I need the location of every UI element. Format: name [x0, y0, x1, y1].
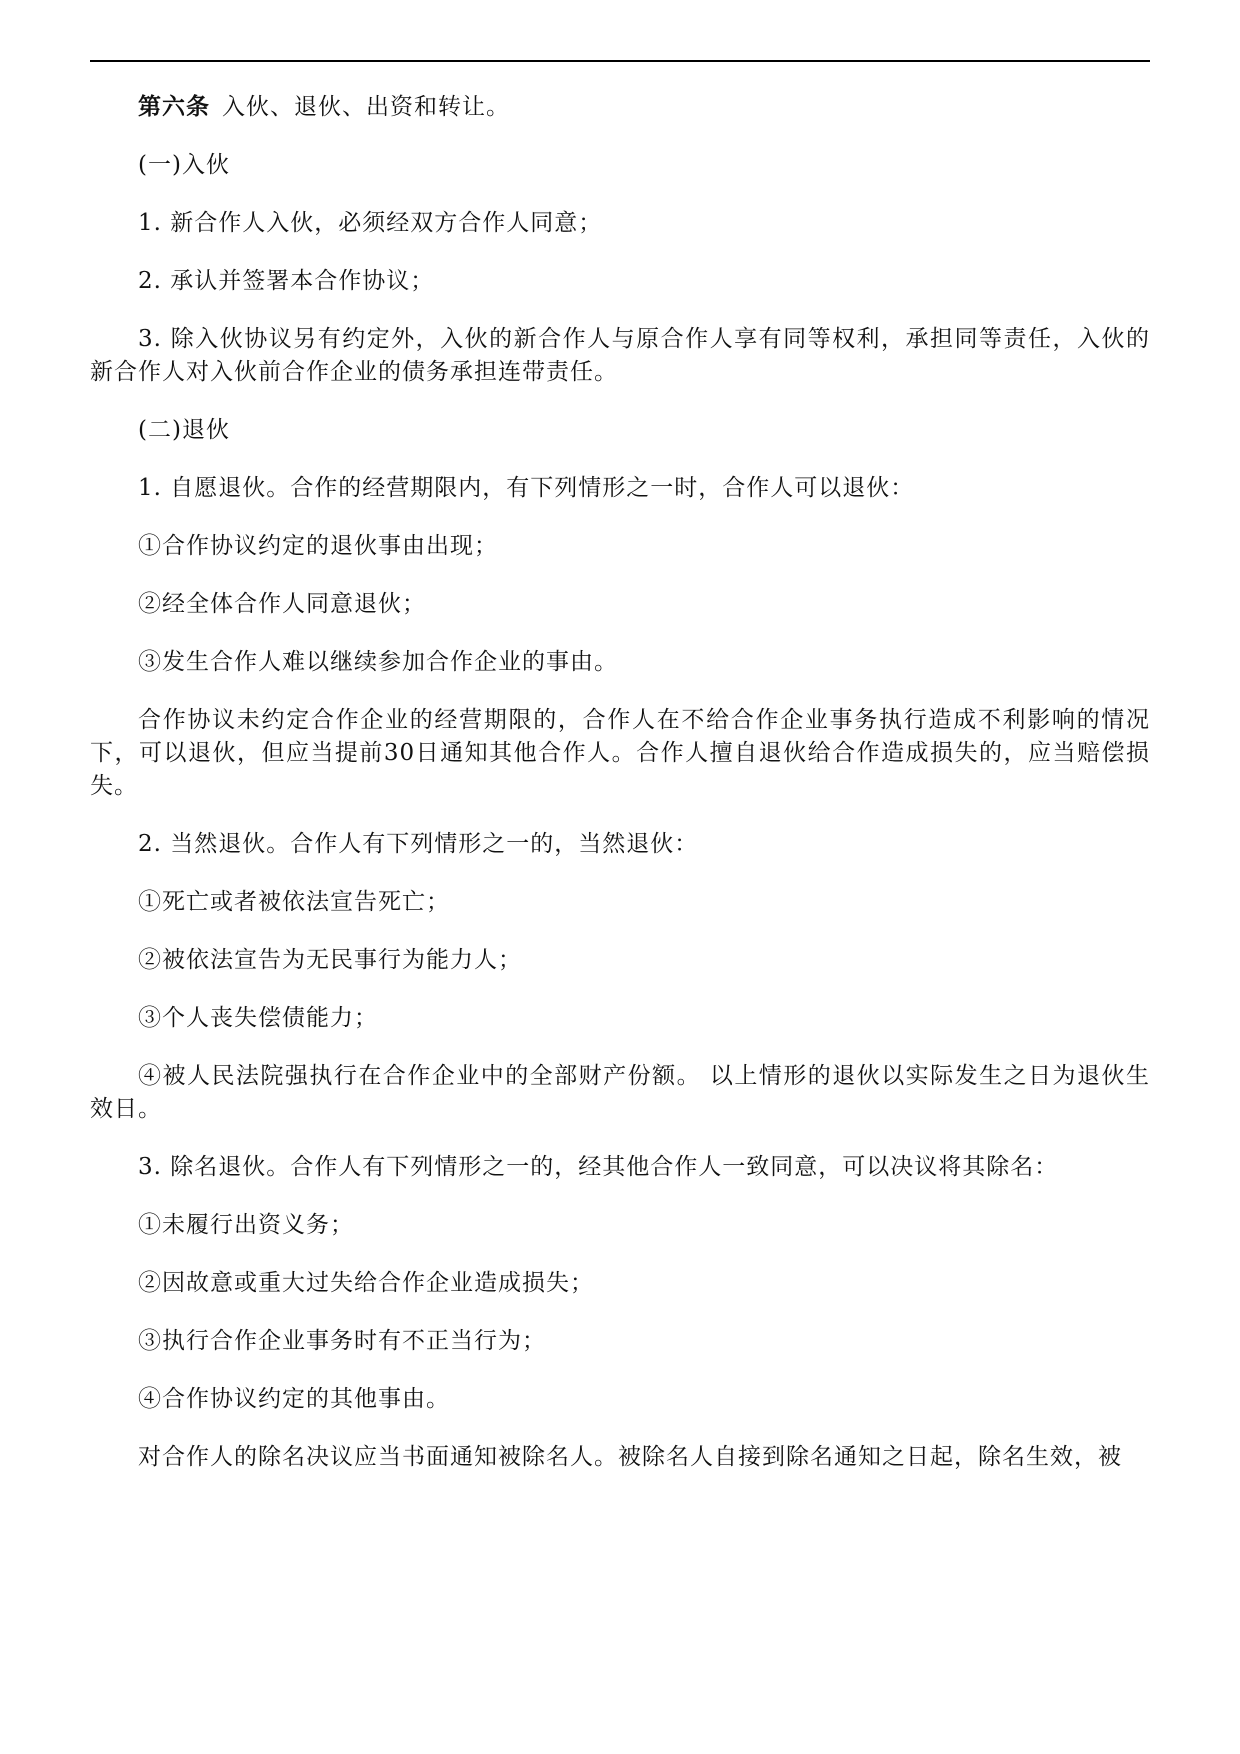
paragraph: 对合作人的除名决议应当书面通知被除名人。被除名人自接到除名通知之日起，除名生效，被 [138, 1444, 1122, 1470]
paragraph: 2. 承认并签署本合作协议； [138, 268, 435, 294]
article-heading [90, 90, 1150, 124]
list-item: ②经全体合作人同意退伙； [138, 591, 426, 617]
list-item: ①合作协议约定的退伙事由出现； [138, 533, 498, 559]
list-item: ③发生合作人难以继续参加合作企业的事由。 [138, 649, 618, 675]
paragraph: 3. 除名退伙。合作人有下列情形之一的，经其他合作人一致同意，可以决议将其除名： [138, 1154, 1059, 1180]
list-item: ①死亡或者被依法宣告死亡； [138, 889, 450, 915]
paragraph: 合作协议未约定合作企业的经营期限的，合作人在不给合作企业事务执行造成不利影响的情况下，可以退伙，但应当提前30日通知其他合作人。合作人擅自退伙给合作造成损失的，应当赔偿损失。 [90, 707, 1150, 799]
section-heading-withdrawal: (二)退伙 [138, 417, 230, 443]
list-item: ④被人民法院强执行在合作企业中的全部财产份额。 以上情形的退伙以实际发生之日为退伙生效日。 [90, 1063, 1150, 1122]
article-number: 第六条 [138, 93, 210, 120]
list-item: ③执行合作企业事务时有不正当行为； [138, 1328, 546, 1354]
paragraph: 1. 自愿退伙。合作的经营期限内，有下列情形之一时，合作人可以退伙： [138, 475, 915, 501]
list-item: ③个人丧失偿债能力； [138, 1005, 378, 1031]
list-item: ②因故意或重大过失给合作企业造成损失； [138, 1270, 594, 1296]
paragraph: 1. 新合作人入伙，必须经双方合作人同意； [138, 210, 603, 236]
list-item: ②被依法宣告为无民事行为能力人； [138, 947, 522, 973]
list-item: ①未履行出资义务； [138, 1212, 354, 1238]
article-title: 入伙、退伙、出资和转让。 [222, 94, 510, 120]
document-body [90, 90, 1150, 1474]
paragraph: 2. 当然退伙。合作人有下列情形之一的，当然退伙： [138, 831, 699, 857]
section-heading-joining: (一)入伙 [138, 152, 230, 178]
paragraph: 3. 除入伙协议另有约定外，入伙的新合作人与原合作人享有同等权利，承担同等责任，入伙的新合作人对入伙前合作企业的债务承担连带责任。 [90, 326, 1150, 385]
list-item: ④合作协议约定的其他事由。 [138, 1386, 450, 1412]
header-rule [90, 60, 1150, 62]
